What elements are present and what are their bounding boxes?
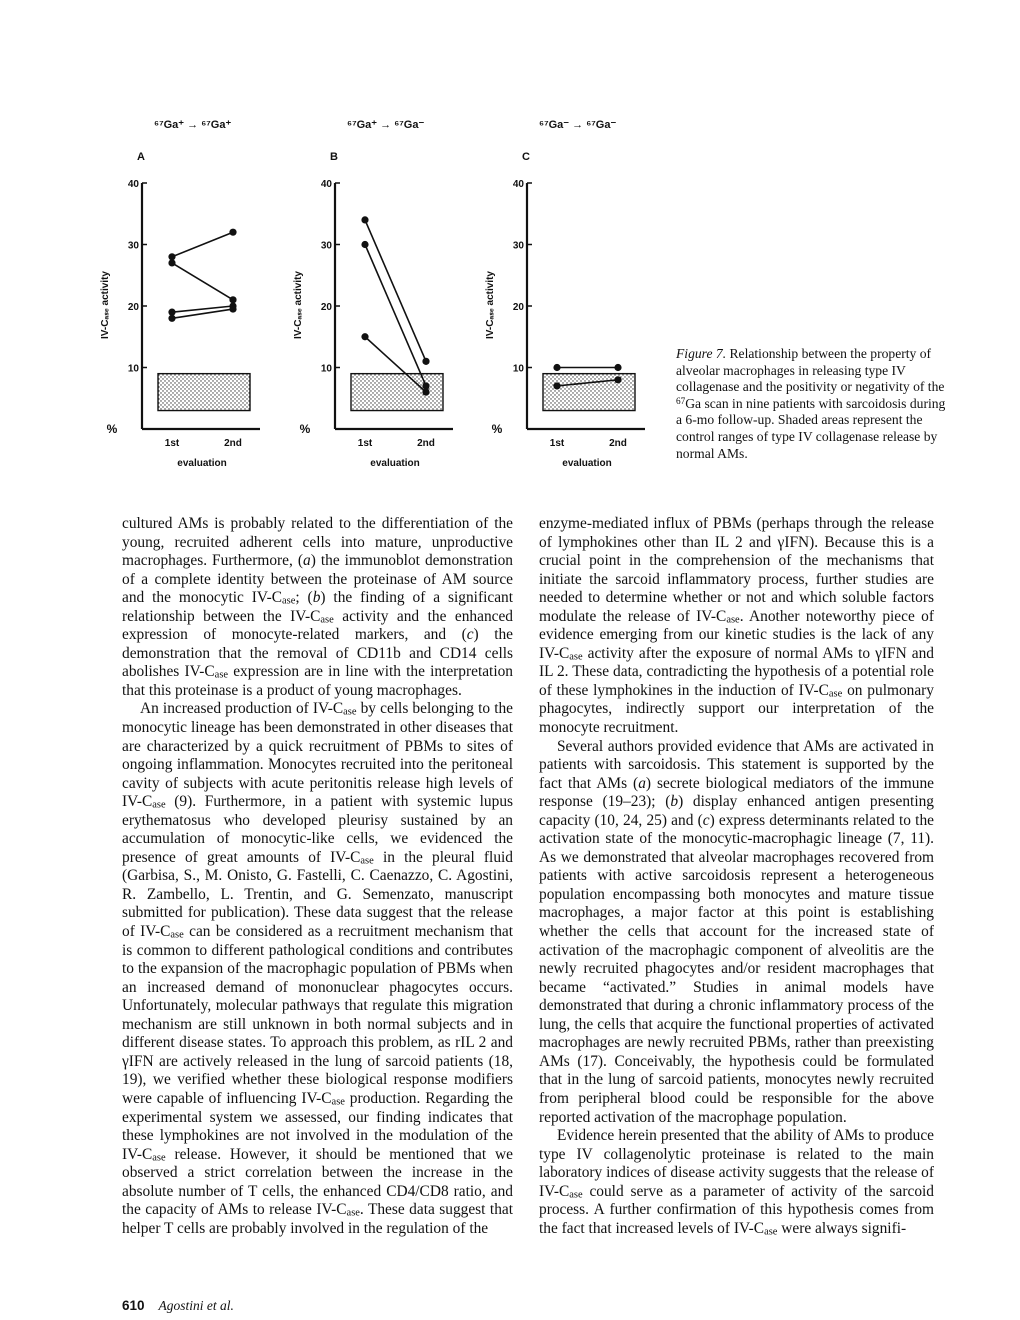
figure-7-chart	[90, 110, 650, 490]
panel-a-xlabel: evaluation	[177, 458, 227, 469]
right-paragraph-2: Several authors provided evidence that AMs are activated in patients with sarcoidosis. This statement is supported by the fact that AMs (a) secrete biological mediators of the immune response (19–23); (b) display enhanced antigen presenting capacity (10, 24, 25) and (c) express determinants related to the activation state of the monocytic-macrophagic lineage (7, 11). As we demonstrated that alveolar macrophages recovered from patients with active sarcoidosis represent a heterogeneous population encompassing both monocytes and mature tissue macrophages, a major factor at this point is establishing whether the cells that account for the increased state of activation of the macrophagic component of alveolitis are the newly recruited phagocytes and/or resident macrophages that became “activated.” Studies in animal models have demonstrated that during a chronic inflammatory process of the lung, the cells that acquire the functional properties of activated macrophages are newly recruited PBMs, rather than preexisting AMs (17). Conceivably, the hypothesis could be formulated that in the lung of sarcoid patients, monocytes newly recruited from peripheral blood could be responsible for the above reported activation of the macrophage population.	[539, 737, 934, 1126]
panel-b-ytick-label: 10	[320, 363, 332, 375]
panel-a-ypercent: %	[106, 422, 118, 436]
panel-a-point-1st	[168, 259, 175, 266]
panel-b-point-2nd	[422, 389, 429, 396]
panel-a-ylabel: IV-Cₐₛₑ activity	[100, 271, 111, 339]
panel-b-transition: ⁶⁷Ga⁺ → ⁶⁷Ga⁻	[347, 119, 425, 131]
panel-a-patient-line	[172, 263, 233, 300]
panel-a-ytick-label: 20	[127, 302, 139, 313]
panel-b-label: B	[330, 151, 338, 163]
panel-a-ytick-label: 40	[127, 179, 139, 190]
panel-c-ytick-label: 30	[512, 240, 524, 252]
panel-c-ytick-label: 40	[512, 179, 524, 190]
panel-a-point-1st	[168, 309, 175, 316]
panel-b-xtick-1st: 1st	[357, 438, 373, 449]
panel-c-xtick-2nd: 2nd	[609, 438, 627, 449]
caption-text-a: Relationship between the property of alveolar macrophages in releasing type IV collagenase and the positivity or negativity of the	[676, 346, 945, 395]
panel-c-point-1st	[553, 364, 560, 371]
caption-text-b: Ga scan in nine patients with sarcoidosis during a 6-mo follow-up. Shaded areas represent the control ranges of type IV collagenase release by normal AMs.	[676, 395, 946, 461]
page-footer	[122, 1298, 234, 1314]
left-paragraph-2: An increased production of $IV-C_{ase}$ by cells belonging to the monocytic lineage has been demonstrated in other diseases that are characterized by a quick recruitment of PBMs to sites of ongoing inflammation. Monocytes recruited into the peritoneal cavity of subjects with acute peritonitis release high levels of $IV-C_{ase}$ (9). Furthermore, in a patient with systemic lupus erythematosus who developed pleurisy sustained by an accumulation of monocytic-like cells, we evidenced the presence of great amounts of $IV-C_{ase}$ in the pleural fluid (Garbisa, S., M. Onisto, G. Fastelli, C. Caenazzo, C. Agostini, R. Zambello, L. Trentin, and G. Semenzato, manuscript submitted for publication). These data suggest that the release of $IV-C_{ase}$ can be considered as a recruitment mechanism that is common to different pathological conditions and contributes to the expansion of the macrophagic population of PBMs when an increased demand of mononuclear phagocytes occurs. Unfortunately, molecular pathways that regulate this migration mechanism are still unknown in both normal subjects and in different disease states. To approach this problem, as rIL 2 and γIFN are actively released in the lung of sarcoid patients (18, 19), we verified whether these biological response modifiers were capable of influencing $IV-C_{ase}$ production. Regarding the experimental system we assessed, our finding indicates that these lymphokines are not involved in the modulation of the $IV-C_{ase}$ release. However, it should be mentioned that we observed a strict correlation between the increase in the absolute number of T cells, the enhanced CD4/CD8 ratio, and the capacity of AMs to release $IV-C_{ase}$. These data suggest that helper T cells are probably involved in the regulation of the	[122, 700, 513, 1237]
right-column	[539, 515, 934, 1238]
panel-c-ytick-label: 20	[512, 302, 524, 313]
caption-sup: 67	[676, 395, 686, 406]
panel-a-point-1st	[168, 315, 175, 322]
panel-b-ypercent: %	[299, 422, 311, 436]
panel-b-point-1st	[361, 333, 368, 340]
left-column	[122, 515, 513, 1238]
panel-a-ytick-label: 10	[127, 363, 139, 375]
panel-b-point-2nd	[422, 358, 429, 365]
panel-b-point-2nd	[422, 382, 429, 389]
left-paragraph-1: cultured AMs is probably related to the differentiation of the young, recruited adherent cells into mature, unproductive macrophages. Furthermore, (a) the immunoblot demonstration of a complete identity between the proteinase of AM source and the monocytic $IV-C_{ase}$; (b) the finding of a significant relationship between the $IV-C_{ase}$ activity and the enhanced expression of monocyte-related markers, and (c) the demonstration that the removal of CD11b and CD14 cells abolishes $IV-C_{ase}$ expression are in line with the interpretation that this proteinase is a product of young macrophages.	[122, 515, 513, 699]
panel-c-xtick-1st: 1st	[549, 438, 565, 449]
right-paragraph-1: enzyme-mediated influx of PBMs (perhaps through the release of lymphokines other than IL 2 and γIFN). Because this is a crucial point in the comprehension of the mechanisms that initiate the sarcoid inflammatory process, further studies are needed to determine whether or not and which soluble factors modulate the release of $IV-C_{ase}$. Another noteworthy piece of evidence emerging from our kinetic studies is the lack of any $IV-C_{ase}$ activity after the exposure of normal AMs to γIFN and IL 2. These data, contradicting the hypothesis of a potential role of these lymphokines in the induction of $IV-C_{ase}$ on pulmonary phagocytes, indirectly support our interpretation of the monocyte recruitment.	[539, 515, 934, 737]
panel-b-xtick-2nd: 2nd	[417, 438, 435, 449]
panel-c-ytick-label: 10	[512, 363, 524, 375]
panel-a-point-1st	[168, 253, 175, 260]
panel-a-point-2nd	[229, 305, 236, 312]
panel-a-transition: ⁶⁷Ga⁺ → ⁶⁷Ga⁺	[154, 119, 232, 131]
running-authors: Agostini et al.	[158, 1298, 234, 1313]
panel-a-point-2nd	[229, 296, 236, 303]
page-number: 610	[122, 1298, 145, 1313]
panel-a-control-range	[158, 374, 250, 411]
panel-b-ylabel: IV-Cₐₛₑ activity	[293, 271, 304, 339]
panel-c-label: C	[522, 151, 530, 163]
panel-b-point-1st	[361, 241, 368, 248]
panel-b-patient-line	[365, 220, 426, 361]
panel-b-ytick-label: 20	[320, 302, 332, 313]
panel-a-xtick-1st: 1st	[164, 438, 180, 449]
panel-b-point-1st	[361, 216, 368, 223]
caption-label: Figure 7.	[676, 346, 727, 361]
panel-a-ytick-label: 30	[127, 240, 139, 252]
figure-caption	[676, 346, 948, 462]
panel-c-point-2nd	[614, 364, 621, 371]
panel-c-transition: ⁶⁷Ga⁻ → ⁶⁷Ga⁻	[539, 119, 617, 131]
panel-a-label: A	[137, 151, 145, 163]
panel-b-ytick-label: 30	[320, 240, 332, 252]
panel-c-xlabel: evaluation	[562, 458, 612, 469]
panel-a-point-2nd	[229, 229, 236, 236]
panel-b-xlabel: evaluation	[370, 458, 420, 469]
panel-b-ytick-label: 40	[320, 179, 332, 190]
right-paragraph-3: Evidence herein presented that the ability of AMs to produce type IV collagenolytic proteinase is related to the main laboratory indices of disease activity suggests that the release of $IV-C_{ase}$ could serve as a parameter of activity of the sarcoid process. A further confirmation of this hypothesis comes from the fact that increased levels of $IV-C_{ase}$ were always signifi-	[539, 1127, 934, 1238]
panel-c-point-1st	[553, 382, 560, 389]
panel-a-patient-line	[172, 232, 233, 257]
panel-c-point-2nd	[614, 376, 621, 383]
panel-c-ypercent: %	[491, 422, 503, 436]
panel-a-xtick-2nd: 2nd	[224, 438, 242, 449]
panel-c-ylabel: IV-Cₐₛₑ activity	[485, 271, 496, 339]
